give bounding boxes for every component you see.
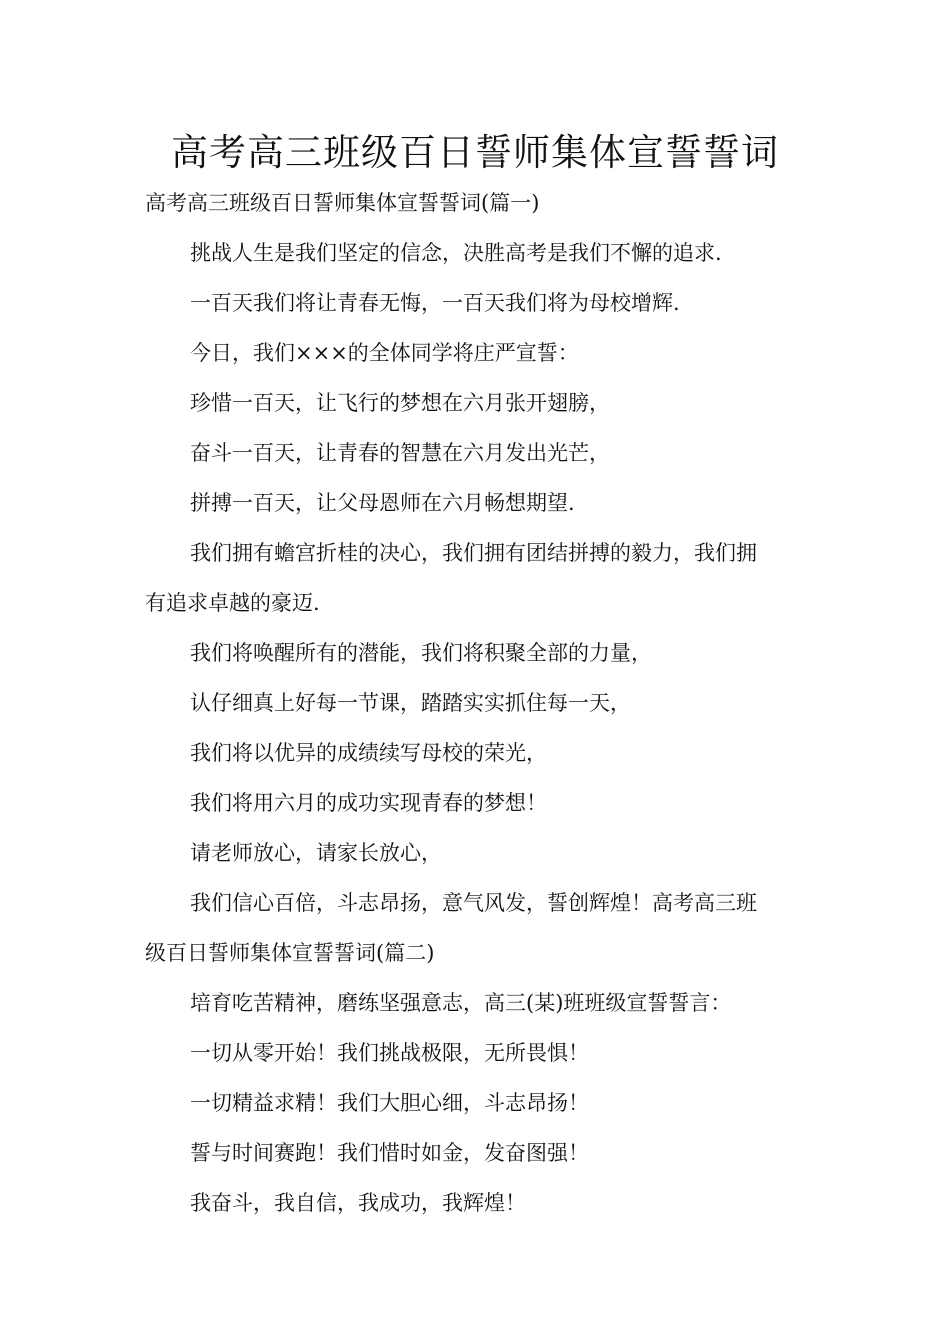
paragraph-line: 请老师放心，请家长放心， — [190, 841, 442, 865]
paragraph-line-continuation: 级百日誓师集体宣誓誓词(篇二) — [145, 941, 435, 965]
document-body — [145, 178, 810, 1228]
paragraph-line: 我们信心百倍，斗志昂扬，意气风发，誓创辉煌！高考高三班 — [190, 891, 757, 915]
section-heading: 高考高三班级百日誓师集体宣誓誓词(篇一) — [145, 191, 540, 215]
paragraph-line: 我奋斗，我自信，我成功，我辉煌！ — [190, 1191, 526, 1215]
paragraph-line: 拼搏一百天，让父母恩师在六月畅想期望. — [190, 491, 575, 515]
paragraph-line: 一百天我们将让青春无悔，一百天我们将为母校增辉. — [190, 291, 680, 315]
paragraph-line: 我们将用六月的成功实现青春的梦想！ — [190, 791, 547, 815]
paragraph-line: 今日，我们×××的全体同学将庄严宣誓： — [190, 341, 579, 365]
page-title: 高考高三班级百日誓师集体宣誓誓词 — [171, 131, 779, 174]
paragraph-line: 我们拥有蟾宫折桂的决心，我们拥有团结拼搏的毅力，我们拥 — [190, 541, 757, 565]
paragraph-line: 一切从零开始！我们挑战极限，无所畏惧！ — [190, 1041, 589, 1065]
paragraph-line: 我们将唤醒所有的潜能，我们将积聚全部的力量， — [190, 641, 652, 665]
paragraph-line: 认仔细真上好每一节课，踏踏实实抓住每一天， — [190, 691, 631, 715]
paragraph-line: 誓与时间赛跑！我们惜时如金，发奋图强！ — [190, 1141, 589, 1165]
paragraph-line: 我们将以优异的成绩续写母校的荣光， — [190, 741, 547, 765]
paragraph-line: 奋斗一百天，让青春的智慧在六月发出光芒， — [190, 441, 610, 465]
paragraph-line: 培育吃苦精神，磨练坚强意志，高三(某)班班级宣誓誓言： — [190, 991, 732, 1015]
paragraph-line: 一切精益求精！我们大胆心细，斗志昂扬！ — [190, 1091, 589, 1115]
paragraph-line-continuation: 有追求卓越的豪迈. — [145, 591, 320, 615]
paragraph-line: 挑战人生是我们坚定的信念，决胜高考是我们不懈的追求. — [190, 241, 722, 265]
paragraph-line: 珍惜一百天，让飞行的梦想在六月张开翅膀， — [190, 391, 610, 415]
